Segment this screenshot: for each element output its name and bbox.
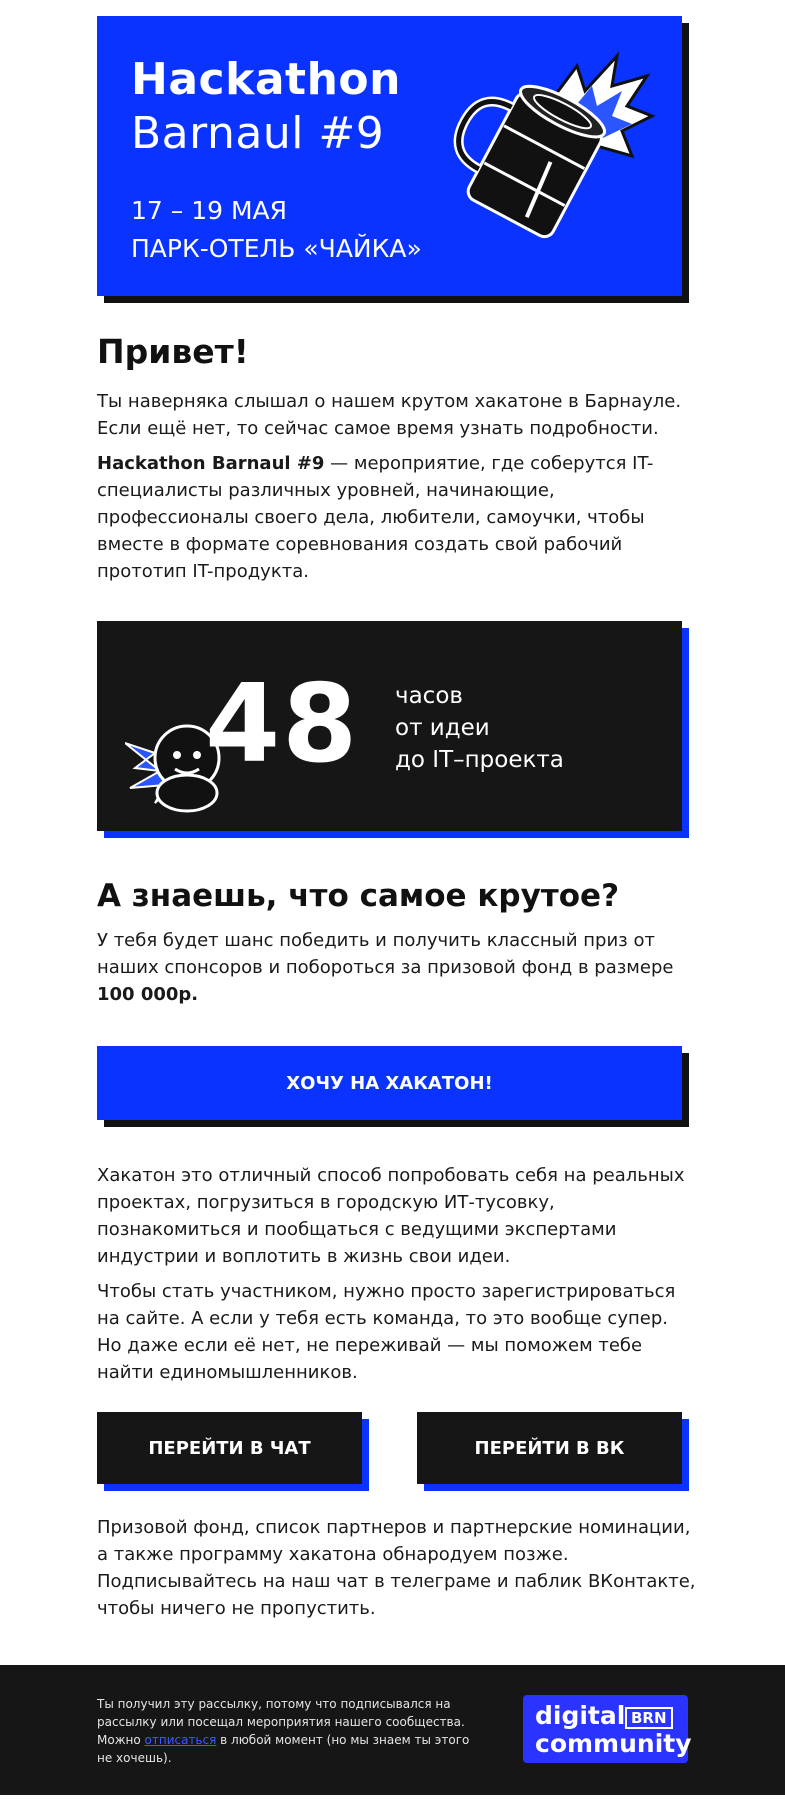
unsubscribe-link[interactable]: отписаться bbox=[144, 1733, 217, 1747]
prize-amount: 100 000р. bbox=[97, 984, 199, 1005]
logo-badge-brn: BRN bbox=[625, 1707, 673, 1729]
join-hackathon-button[interactable]: ХОЧУ НА ХАКАТОН! bbox=[97, 1046, 682, 1120]
footer-text-before: Ты получил эту рассылку, потому что подписывался на рассылку или посещал мероприятия нашего сообщества. Можно bbox=[97, 1697, 465, 1747]
info-paragraph-1: Хакатон это отличный способ попробовать себя на реальных проектах, погрузиться в городскую ИТ-тусовку, познакомиться и пообщаться с ведущими экспертами индустрии и воплотить в жизнь свои идеи. bbox=[97, 1165, 685, 1267]
digital-community-logo[interactable] bbox=[523, 1695, 692, 1763]
about-text: — мероприятие, где соберутся IT-специалисты различных уровней, начинающие, профессионалы своего дела, любители, самоучки, чтобы вместе в формате соревнования создать свой рабочий прототип IT-продукта. bbox=[97, 453, 654, 582]
event-name: Hackathon Barnaul #9 bbox=[97, 453, 325, 474]
go-to-vk-button[interactable]: ПЕРЕЙТИ В ВК bbox=[417, 1412, 682, 1484]
outro-paragraph: Призовой фонд, список партнеров и партнерские номинации, а также программу хакатона обнародуем позже. Подписывайтесь на наш чат в телеграме и паблик ВКонтакте, чтобы ничего не пропустить. bbox=[97, 1517, 696, 1619]
footer bbox=[0, 1665, 785, 1795]
footer-text-after: в любой момент (но мы знаем ты этого не хочешь). bbox=[97, 1733, 470, 1765]
hero-date: 17 – 19 МАЯ bbox=[131, 196, 288, 225]
intro-paragraph: Ты наверняка слышал о нашем крутом хакатоне в Барнауле. Если ещё нет, то сейчас самое время узнать подробности. bbox=[97, 391, 682, 439]
burning-barrel-mug-icon bbox=[427, 46, 657, 256]
footer-disclaimer bbox=[97, 1695, 477, 1767]
go-to-chat-button[interactable]: ПЕРЕЙТИ В ЧАТ bbox=[97, 1412, 362, 1484]
prize-text: У тебя будет шанс победить и получить классный приз от наших спонсоров и побороться за призовой фонд в размере bbox=[97, 930, 674, 978]
hero-title-line1: Hackathon bbox=[131, 54, 401, 105]
prize-paragraph bbox=[97, 927, 697, 1008]
greeting-title: Привет! bbox=[97, 332, 249, 371]
hours-line-1: часов bbox=[395, 683, 463, 709]
hero-banner bbox=[97, 16, 682, 296]
hero-place: ПАРК-ОТЕЛЬ «ЧАЙКА» bbox=[131, 234, 422, 263]
about-paragraph bbox=[97, 450, 697, 585]
hours-number: 48 bbox=[205, 662, 360, 787]
logo-word-digital: digital bbox=[535, 1701, 626, 1730]
prize-title: А знаешь, что самое крутое? bbox=[97, 878, 620, 914]
hours-line-2: от идеи bbox=[395, 715, 490, 741]
hero-title-line2: Barnaul #9 bbox=[131, 108, 385, 159]
hours-banner bbox=[97, 621, 682, 831]
info-paragraph-2: Чтобы стать участником, нужно просто зарегистрироваться на сайте. А если у тебя есть команда, то это вообще супер. Но даже если её нет, не переживай — мы поможем тебе найти единомышленников. bbox=[97, 1281, 676, 1383]
hours-line-3: до IT–проекта bbox=[395, 747, 564, 773]
logo-word-community: community bbox=[535, 1729, 692, 1758]
